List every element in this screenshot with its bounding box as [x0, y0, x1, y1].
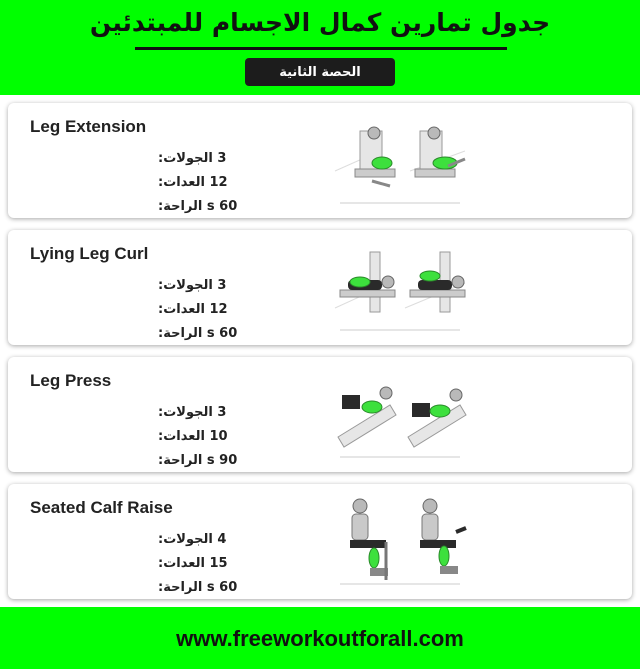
sets-value: 3	[217, 405, 227, 420]
rest-label: الراحة:	[158, 199, 203, 214]
reps-label: العدات:	[158, 302, 205, 317]
exercise-name: Leg Extension	[30, 117, 147, 136]
reps-row	[158, 302, 288, 317]
sets-row	[158, 278, 288, 293]
sets-label: الجولات:	[158, 405, 213, 420]
reps-row	[158, 556, 288, 571]
exercise-card-seated-calf-raise	[8, 484, 632, 599]
exercise-card-leg-press	[8, 357, 632, 472]
reps-label: العدات:	[158, 175, 205, 190]
reps-value: 12	[209, 175, 228, 190]
lying-leg-curl-illustration	[330, 238, 470, 336]
sets-value: 3	[217, 278, 227, 293]
exercise-card-lying-leg-curl	[8, 230, 632, 345]
sets-label: الجولات:	[158, 532, 213, 547]
exercise-name: Seated Calf Raise	[30, 498, 173, 517]
reps-value: 10	[209, 429, 228, 444]
reps-row	[158, 175, 288, 190]
leg-press-illustration	[330, 365, 470, 463]
exercise-list	[0, 95, 640, 607]
exercise-name: Leg Press	[30, 371, 112, 390]
reps-value: 15	[209, 556, 228, 571]
reps-row	[158, 429, 288, 444]
exercise-card-leg-extension	[8, 103, 632, 218]
rest-row	[158, 199, 288, 214]
rest-value: 90 s	[206, 453, 238, 468]
sets-label: الجولات:	[158, 278, 213, 293]
rest-label: الراحة:	[158, 326, 203, 341]
sets-label: الجولات:	[158, 151, 213, 166]
rest-value: 60 s	[206, 199, 238, 214]
rest-row	[158, 326, 288, 341]
rest-row	[158, 580, 288, 595]
header-band	[0, 0, 640, 95]
sets-row	[158, 532, 288, 547]
rest-label: الراحة:	[158, 580, 203, 595]
exercise-name: Lying Leg Curl	[30, 244, 149, 263]
reps-label: العدات:	[158, 429, 205, 444]
title-underline	[135, 47, 507, 50]
rest-value: 60 s	[206, 326, 238, 341]
sets-row	[158, 151, 288, 166]
seated-calf-raise-illustration	[330, 492, 470, 590]
rest-label: الراحة:	[158, 453, 203, 468]
rest-value: 60 s	[206, 580, 238, 595]
page-title: جدول تمارين كمال الاجسام للمبتدئين	[89, 8, 551, 37]
sets-value: 4	[217, 532, 227, 547]
leg-extension-illustration	[330, 111, 470, 209]
reps-value: 12	[209, 302, 228, 317]
reps-label: العدات:	[158, 556, 205, 571]
sets-value: 3	[217, 151, 227, 166]
session-badge: الحصة الثانية	[245, 58, 395, 86]
website-url[interactable]: www.freeworkoutforall.com	[176, 626, 464, 651]
footer-band	[0, 607, 640, 669]
rest-row	[158, 453, 288, 468]
sets-row	[158, 405, 288, 420]
